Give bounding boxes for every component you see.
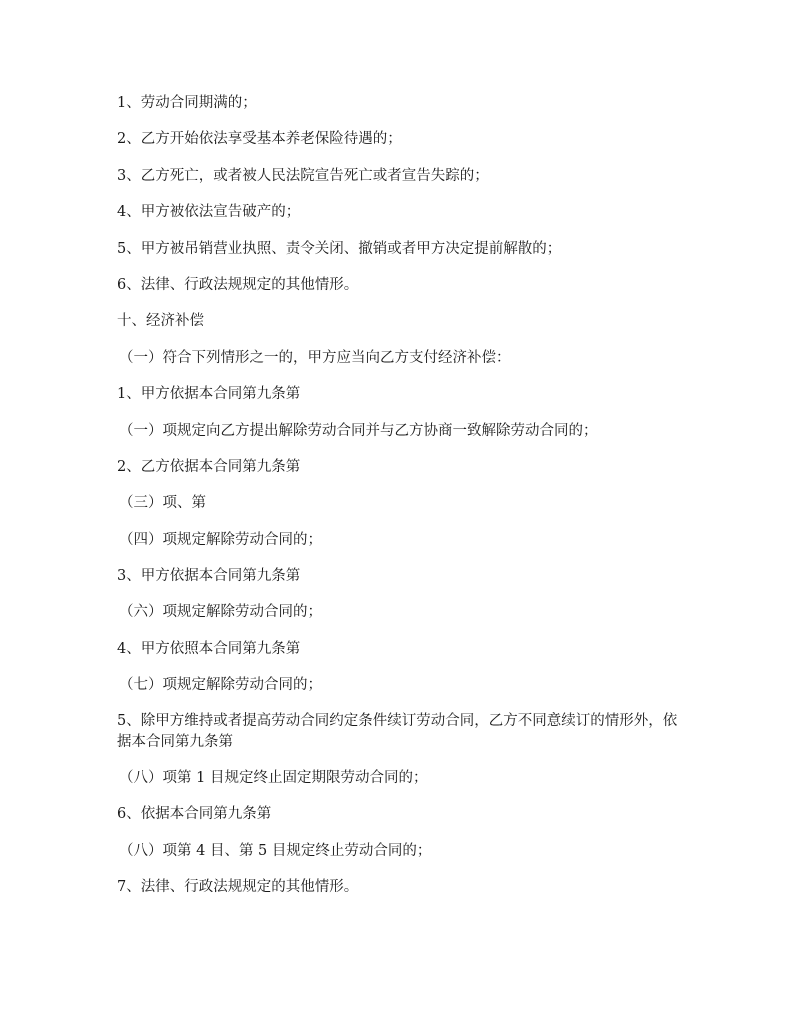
clause-line: （六）项规定解除劳动合同的； <box>119 604 322 621</box>
clause-line: 4、甲方被依法宣告破产的； <box>117 204 301 221</box>
clause-line: 5、除甲方维持或者提高劳动合同约定条件续订劳动合同，乙方不同意续订的情形外，依据本合同第九条第 <box>117 712 678 750</box>
document-body <box>117 92 687 913</box>
clause-line: 2、乙方依据本合同第九条第 <box>117 458 301 475</box>
clause-line: （八）项第 4 目、第 5 目规定终止劳动合同的； <box>119 842 432 859</box>
clause-line: 3、乙方死亡，或者被人民法院宣告死亡或者宣告失踪的； <box>117 167 489 184</box>
clause-line: （一）项规定向乙方提出解除劳动合同并与乙方协商一致解除劳动合同的； <box>119 422 598 439</box>
clause-line: 7、法律、行政法规规定的其他情形。 <box>117 879 359 896</box>
clause-line: 3、甲方依据本合同第九条第 <box>117 568 301 585</box>
clause-line: 1、劳动合同期满的； <box>117 95 257 111</box>
clause-line: （四）项规定解除劳动合同的； <box>119 531 322 548</box>
clause-line: 5、甲方被吊销营业执照、责令关闭、撤销或者甲方决定提前解散的； <box>117 240 562 257</box>
section-heading: 十、经济补偿 <box>117 313 204 330</box>
clause-line: 4、甲方依照本合同第九条第 <box>117 640 301 657</box>
clause-line: 6、依据本合同第九条第 <box>117 806 272 823</box>
clause-line: （一）符合下列情形之一的，甲方应当向乙方支付经济补偿： <box>119 349 511 366</box>
clause-line: 1、甲方依据本合同第九条第 <box>117 386 301 403</box>
clause-line: 6、法律、行政法规规定的其他情形。 <box>117 276 359 293</box>
clause-line: （七）项规定解除劳动合同的； <box>119 677 322 694</box>
clause-line: （八）项第 1 目规定终止固定期限劳动合同的； <box>119 770 428 787</box>
clause-line: 2、乙方开始依法享受基本养老保险待遇的； <box>117 131 402 148</box>
clause-line: （三）项、第 <box>119 495 206 512</box>
